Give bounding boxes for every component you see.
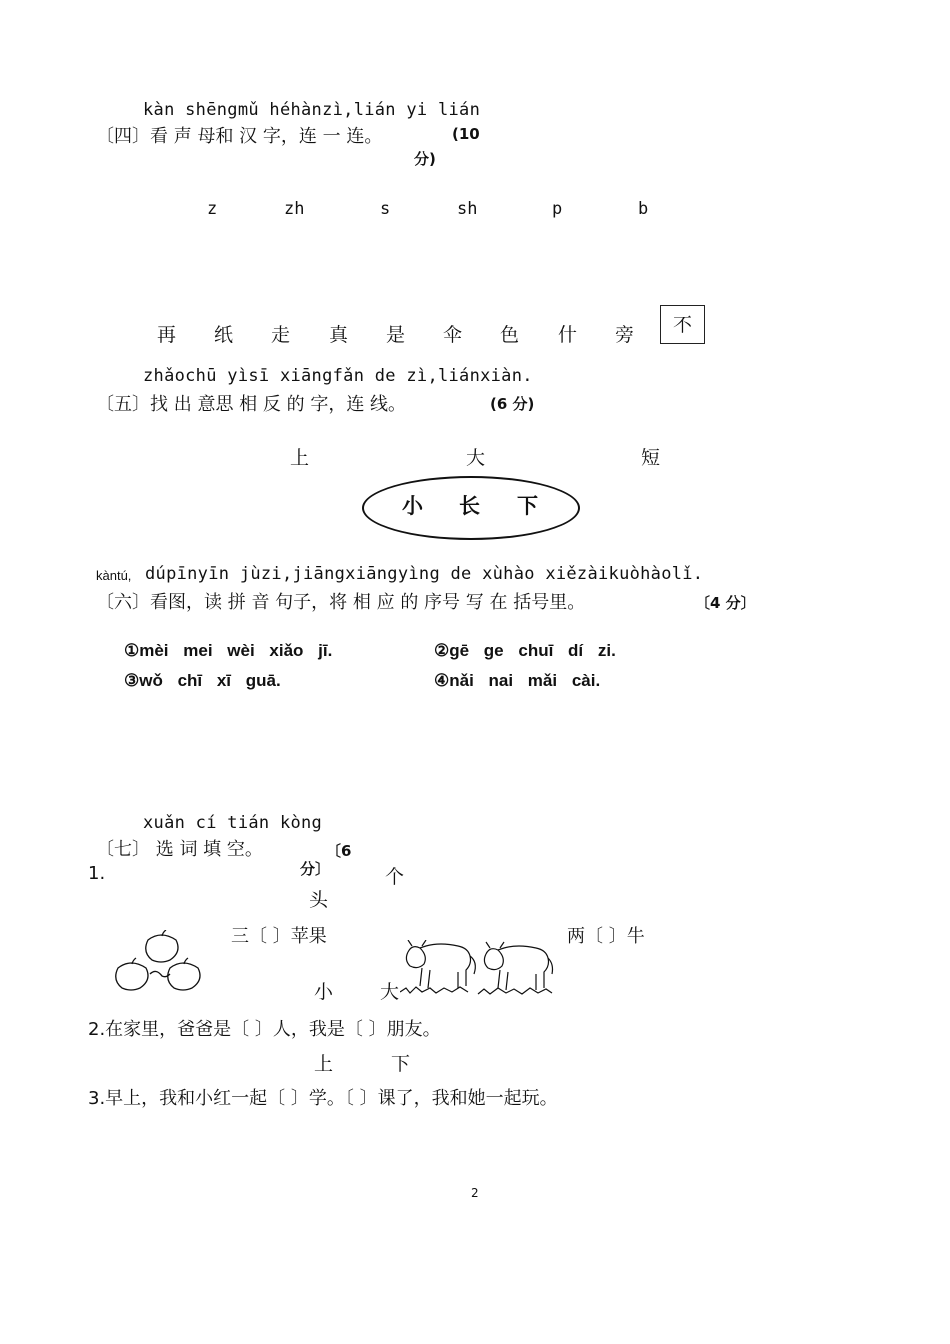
char-item: 真 bbox=[329, 324, 349, 346]
boxed-char: 不 bbox=[660, 305, 705, 344]
sec6-pinyin-prefix: kàntú, bbox=[96, 568, 132, 583]
sentence-item: ④nǎi nai mǎi cài. bbox=[434, 671, 601, 690]
q1-option: 头 bbox=[309, 889, 329, 911]
sec6-score: 〔4 分〕 bbox=[695, 594, 756, 612]
q2-option: 小 bbox=[314, 981, 334, 1003]
q3-option: 上 bbox=[314, 1053, 334, 1075]
sec4-score-unit: 分) bbox=[414, 150, 436, 168]
sentence-item: ③wǒ chī xī guā. bbox=[124, 671, 281, 690]
q3-option: 下 bbox=[391, 1053, 411, 1075]
sentence-item: ②gē ge chuī dí zi. bbox=[434, 641, 616, 660]
antonym-top-word: 短 bbox=[641, 447, 661, 469]
oval-word: 小 bbox=[402, 494, 423, 518]
char-item: 纸 bbox=[214, 324, 234, 346]
initial-z: z bbox=[207, 199, 218, 219]
char-item: 走 bbox=[271, 324, 291, 346]
initial-zh: zh bbox=[284, 199, 305, 219]
sec6-title: 〔六〕看图，读 拼 音 句子，将 相 应 的 序号 写 在 括号里。 bbox=[96, 592, 586, 613]
q1-apple-blank: 三〔 〕苹果 bbox=[231, 926, 327, 947]
sec7-score: 〔6 bbox=[326, 842, 352, 860]
sec4-title: 〔四〕看 声 母和 汉 字，连 一 连。 bbox=[96, 126, 383, 147]
q1-option: 个 bbox=[385, 866, 405, 888]
sec7-score-unit: 分〕 bbox=[300, 860, 331, 878]
sentence-item: ①mèi mei wèi xiǎo jī. bbox=[124, 641, 333, 660]
char-item: 色 bbox=[500, 324, 520, 346]
sec6-pinyin: dúpīnyīn jùzi,jiāngxiāngyìng de xùhào xiězàikuòhàolǐ. bbox=[145, 564, 704, 584]
char-item: 再 bbox=[157, 324, 177, 346]
q2-text: 2.在家里，爸爸是〔 〕人，我是〔 〕朋友。 bbox=[88, 1019, 441, 1040]
char-item: 旁 bbox=[615, 324, 635, 346]
antonym-top-word: 大 bbox=[466, 447, 486, 469]
q2-option: 大 bbox=[380, 981, 400, 1003]
sec7-title: 〔七〕 选 词 填 空。 bbox=[96, 839, 263, 860]
char-item: 伞 bbox=[443, 324, 463, 346]
cows-illustration bbox=[400, 940, 555, 998]
sec7-pinyin: xuǎn cí tián kòng bbox=[143, 813, 323, 833]
apples-illustration bbox=[114, 930, 209, 992]
sec4-pinyin: kàn shēngmǔ héhànzì,lián yi lián bbox=[143, 100, 481, 120]
sec4-score: (10 bbox=[452, 125, 480, 143]
sec5-pinyin: zhǎochū yìsī xiāngfǎn de zì,liánxiàn. bbox=[143, 366, 533, 386]
oval-word: 下 bbox=[517, 494, 538, 518]
initial-p: p bbox=[552, 199, 563, 219]
q3-text: 3.早上，我和小红一起〔 〕学。〔 〕课了，我和她一起玩。 bbox=[88, 1088, 558, 1109]
char-item: 什 bbox=[558, 324, 578, 346]
sec5-title: 〔五〕找 出 意思 相 反 的 字，连 线。 bbox=[96, 394, 407, 415]
sec5-score: (6 分) bbox=[490, 395, 535, 413]
q1-number: 1. bbox=[88, 863, 106, 884]
initial-b: b bbox=[638, 199, 649, 219]
page-number: 2 bbox=[471, 1186, 479, 1200]
oval-word: 长 bbox=[459, 494, 480, 518]
antonym-top-word: 上 bbox=[290, 447, 310, 469]
initial-sh: sh bbox=[457, 199, 478, 219]
q1-cow-blank: 两〔 〕牛 bbox=[567, 926, 645, 947]
char-item: 是 bbox=[386, 324, 406, 346]
initial-s: s bbox=[380, 199, 391, 219]
